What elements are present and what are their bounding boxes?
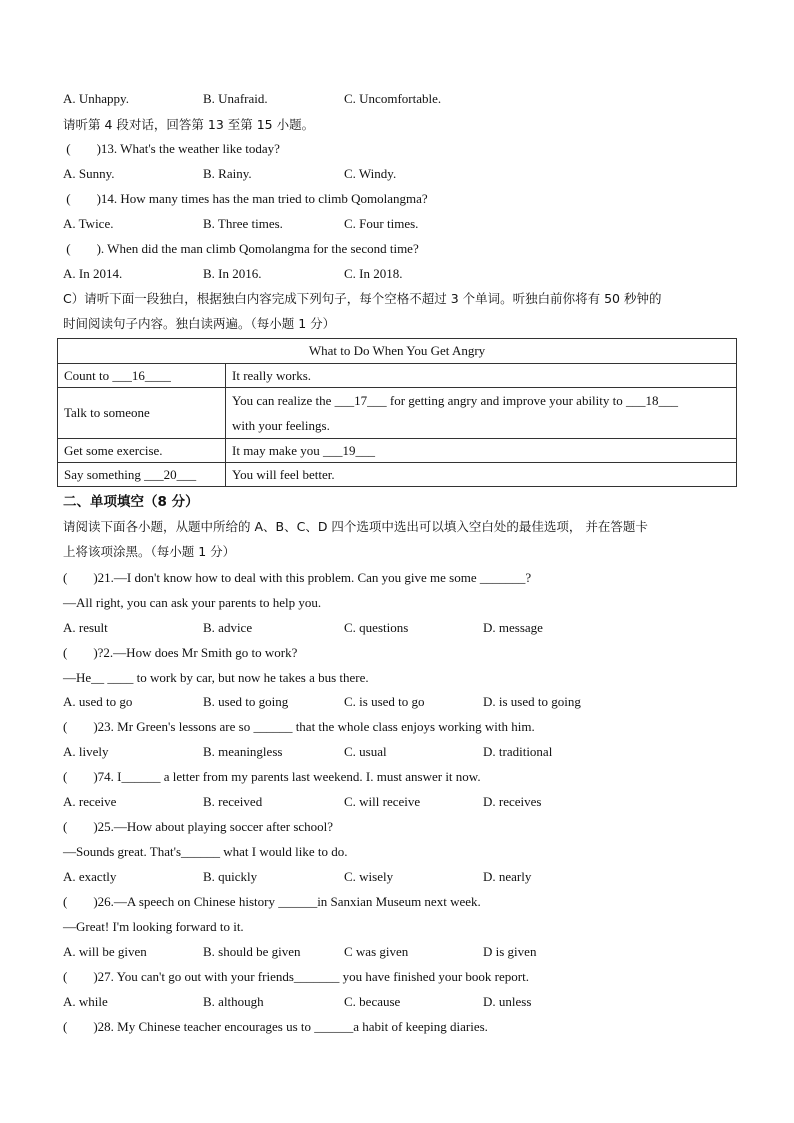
option-d: D. nearly: [483, 869, 532, 884]
table-title: What to Do When You Get Angry: [58, 339, 737, 364]
option-c: C. because: [344, 994, 401, 1009]
option-a: A. exactly: [63, 869, 117, 884]
question-22: ( )?2.—How does Mr Smith go to work?: [63, 645, 298, 660]
option-b: B. Rainy.: [203, 166, 252, 181]
option-a: A. lively: [63, 744, 109, 759]
option-c: C. wisely: [344, 869, 394, 884]
table-cell-left: Talk to someone: [58, 388, 226, 439]
question-21: ( )21.—I don't know how to deal with this problem. Can you give me some _______?: [63, 570, 532, 585]
option-a: A. receive: [63, 794, 117, 809]
option-b: B. quickly: [203, 869, 258, 884]
question-28: ( )28. My Chinese teacher encourages us to ______a habit of keeping diaries.: [63, 1019, 488, 1034]
option-a: A. Unhappy.: [63, 91, 129, 106]
option-c: C. In 2018.: [344, 266, 403, 281]
option-d: D is given: [483, 944, 537, 959]
option-c: C. will receive: [344, 794, 421, 809]
option-b: B. In 2016.: [203, 266, 262, 281]
question-13: ( )13. What's the weather like today?: [63, 141, 280, 156]
table-cell-line: You can realize the ___17___ for getting angry and improve your ability to ___18___: [232, 393, 679, 408]
table-row: [58, 388, 737, 439]
question-24: ( )74. I______ a letter from my parents last weekend. I. must answer it now.: [63, 769, 481, 784]
option-b: B. Three times.: [203, 216, 283, 231]
table-cell-line: with your feelings.: [232, 418, 330, 433]
table-cell-right: It may make you ___19___: [226, 439, 737, 463]
question-14: ( )14. How many times has the man tried to climb Qomolangma?: [63, 191, 428, 206]
question-23: ( )23. Mr Green's lessons are so ______ that the whole class enjoys working with him.: [63, 719, 535, 734]
option-d: D. traditional: [483, 744, 553, 759]
section-c-instruction-1: C）请听下面一段独白，根据独白内容完成下列句子，每个空格不超过 3 个单词。听独白前你将有 50 秒钟的: [63, 291, 662, 306]
table-cell-right: It really works.: [226, 364, 737, 388]
question-26-reply: —Great! I'm looking forward to it.: [63, 919, 244, 934]
option-b: B. although: [203, 994, 264, 1009]
dialogue-4-instruction: 请听第 4 段对话，回答第 13 至第 15 小题。: [63, 117, 315, 132]
option-a: A. used to go: [63, 694, 133, 709]
option-d: D. message: [483, 620, 543, 635]
option-c: C. is used to go: [344, 694, 425, 709]
table-cell-right: [226, 388, 737, 439]
table-row: [58, 364, 737, 388]
option-a: A. will be given: [63, 944, 147, 959]
option-a: A. Sunny.: [63, 166, 115, 181]
question-25-reply: —Sounds great. That's______ what I would like to do.: [63, 844, 348, 859]
option-c: C. questions: [344, 620, 409, 635]
question-21-reply: —All right, you can ask your parents to help you.: [63, 595, 322, 610]
option-a: A. while: [63, 994, 108, 1009]
option-b: B. meaningless: [203, 744, 283, 759]
option-d: D. is used to going: [483, 694, 581, 709]
option-a: A. result: [63, 620, 108, 635]
option-b: B. Unafraid.: [203, 91, 268, 106]
question-25: ( )25.—How about playing soccer after school?: [63, 819, 334, 834]
option-a: A. Twice.: [63, 216, 114, 231]
anger-table: [57, 338, 737, 487]
option-c: C. Four times.: [344, 216, 419, 231]
option-c: C. Uncomfortable.: [344, 91, 442, 106]
option-c: C was given: [344, 944, 409, 959]
option-a: A. In 2014.: [63, 266, 123, 281]
option-b: B. used to going: [203, 694, 289, 709]
option-c: C. usual: [344, 744, 387, 759]
question-27: ( )27. You can't go out with your friends_______ you have finished your book report.: [63, 969, 529, 984]
table-row: [58, 463, 737, 487]
question-22-reply: —He__ ____ to work by car, but now he takes a bus there.: [63, 670, 369, 685]
option-d: D. receives: [483, 794, 542, 809]
option-b: B. received: [203, 794, 263, 809]
option-b: B. advice: [203, 620, 253, 635]
option-d: D. unless: [483, 994, 532, 1009]
section-2-intro-2: 上将该项涂黑。（每小题 1 分）: [63, 544, 236, 559]
table-row: [58, 439, 737, 463]
table-cell-left: Say something ___20___: [58, 463, 226, 487]
section-heading: 二、单项填空（8 分）: [63, 494, 199, 510]
table-cell-right: You will feel better.: [226, 463, 737, 487]
question-26: ( )26.—A speech on Chinese history ______in Sanxian Museum next week.: [63, 894, 481, 909]
option-c: C. Windy.: [344, 166, 397, 181]
option-b: B. should be given: [203, 944, 301, 959]
section-c-instruction-2: 时间阅读句子内容。独白读两遍。（每小题 1 分）: [63, 316, 336, 331]
question-15: ( ). When did the man climb Qomolangma for the second time?: [63, 241, 419, 256]
table-cell-left: Get some exercise.: [58, 439, 226, 463]
section-2-intro-1: 请阅读下面各小题，从题中所给的 A、B、C、D 四个选项中选出可以填入空白处的最佳选项， 并在答题卡: [63, 519, 648, 534]
table-cell-left: Count to ___16____: [58, 364, 226, 388]
